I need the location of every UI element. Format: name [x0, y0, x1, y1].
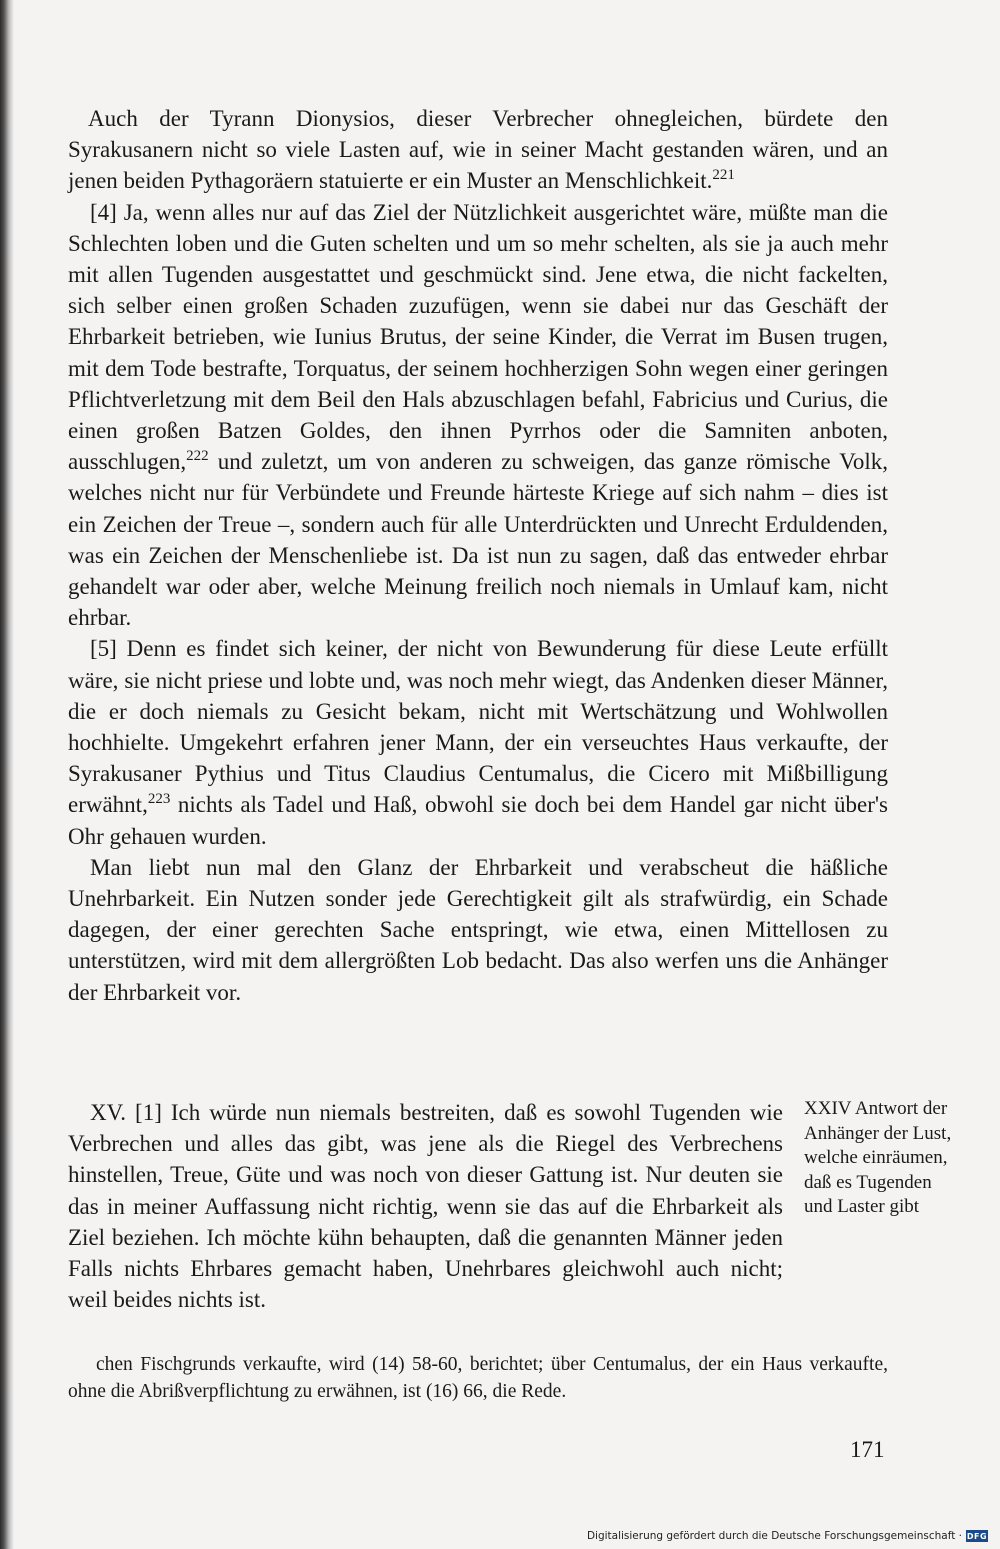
page-number: 171 — [850, 1437, 885, 1462]
footnote-ref-222[interactable]: 222 — [186, 447, 209, 464]
margin-note-line: Anhänger der Lust, — [804, 1122, 952, 1144]
footnote-ref-221[interactable]: 221 — [712, 166, 735, 183]
digitization-credit — [587, 1529, 988, 1543]
margin-note-line: daß es Tugenden — [804, 1171, 932, 1193]
margin-note-line: XXIV Antwort der — [804, 1098, 948, 1119]
paragraph-text: [4] Ja, wenn alles nur auf das Ziel der Nützlichkeit ausgerichtet wäre, müßte man die Schlechten loben und die Guten schelten und um so mehr schelten, als sie ja auch mehr mit allen Tugenden ausgestattet und geschmückt sind. Jene etwa, die nicht fackelten, sich selber einen großen Schaden zuzufügen, wenn sie dabei nur das Geschäft der Ehrbarkeit betrieben, wie Iunius Brutus, der seine Kinder, die Verrat im Busen trugen, mit dem Tode bestrafte, Torquatus, der seinem hochherzigen Sohn wegen einer geringen Pflichtverletzung mit dem Beil den Hals abzuschlagen befahl, Fabricius und Curius, die einen großen Batzen Goldes, den ihnen Pyrrhos oder die Samniten anboten, ausschlugen, — [68, 199, 888, 475]
main-text-column — [68, 103, 888, 1008]
paragraph-4 — [68, 197, 888, 634]
paragraph-text-cont: nichts als Tadel und Haß, obwohl sie doch bei dem Handel gar nicht über's Ohr gehauen wurden. — [68, 792, 888, 849]
page-binding-shadow — [0, 0, 14, 1549]
paragraph-xv-1 — [68, 1097, 783, 1315]
paragraph-dionysios — [68, 103, 888, 197]
margin-note-line: welche einräumen, — [804, 1147, 948, 1168]
footnote-ref-223[interactable]: 223 — [147, 790, 171, 807]
paragraph-text: Man liebt nun mal den Glanz der Ehrbarkeit und verabscheut die häßliche Unehrbarkeit. Ein Nutzen sonder jede Gerechtigkeit gilt als strafwürdig, ein Schade dagegen, der einer gerechten Sache entspringt, wie etwa, einen Mittellosen zu unterstützen, wird mit dem allergrößten Lob bedacht. Das also werfen uns die Anhänger der Ehrbarkeit vor. — [68, 854, 888, 1005]
paragraph-ehrbarkeit — [68, 852, 888, 1008]
dfg-logo-icon[interactable]: DFG — [966, 1531, 988, 1541]
paragraph-text-cont: und zuletzt, um von anderen zu schweigen, das ganze römische Volk, welches nicht nur für Verbündete und Freunde härteste Kriege auf sich nahm – dies ist ein Zeichen der Treue –, sondern auch für alle Unterdrückten und Unrecht Erduldenden, was ein Zeichen der Menschenliebe ist. Da ist nun zu sagen, daß das entweder ehrbar gehandelt war oder aber, welche Meinung freilich noch niemals in Umlauf kam, nicht ehrbar. — [68, 449, 889, 631]
margin-note — [804, 1097, 982, 1220]
paragraph-text: [5] Denn es findet sich keiner, der nicht von Bewunderung für diese Leute erfüllt wäre, sie nicht priese und lobte und, was noch mehr wiegt, das Andenken dieser Männer, die er doch niemals zu Gesicht bekam, nicht mit Wertschätzung und Wohlwollen hochhielte. Umgekehrt erfahren jener Mann, der ein verseuchtes Haus verkaufte, der Syrakusaner Pythius und Titus Claudius Centumalus, die Cicero mit Mißbilligung erwähnt, — [68, 636, 888, 818]
footnote-text: chen Fischgrunds verkaufte, wird (14) 58-60, berichtet; über Centumalus, der ein Haus verkaufte, ohne die Abrißverpflichtung zu erwähnen, ist (16) 66, die Rede. — [68, 1354, 888, 1402]
paragraph-text: XV. [1] Ich würde nun niemals bestreiten, daß es sowohl Tugenden wie Verbrechen und alles das gibt, was jene als die Riegel des Verbrechens hinstellen, Treue, Güte und was noch von dieser Gattung ist. Nur deuten sie das in meiner Auffassung nicht richtig, wenn sie das auf die Ehrbarkeit als Ziel beziehen. Ich möchte kühn behaupten, daß die genannten Männer jeden Falls nichts Ehrbares gemacht haben, Unehrbares gleichwohl auch nicht; weil beides nichts ist. — [68, 1100, 783, 1313]
paragraph-text: Auch der Tyrann Dionysios, dieser Verbrecher ohnegleichen, bürdete den Syrakusanern nicht so viele Lasten auf, wie in seiner Macht gestanden wären, und an jenen beiden Pythagoräern statuierte er ein Muster an Menschlichkeit. — [68, 106, 888, 194]
footnote-block — [68, 1351, 888, 1405]
margin-note-line: und Laster gibt — [804, 1196, 920, 1217]
credit-text: Digitalisierung gefördert durch die Deutsche Forschungsgemeinschaft · — [586, 1530, 962, 1542]
chapter-xv-column — [68, 1097, 783, 1315]
paragraph-5 — [68, 633, 888, 851]
